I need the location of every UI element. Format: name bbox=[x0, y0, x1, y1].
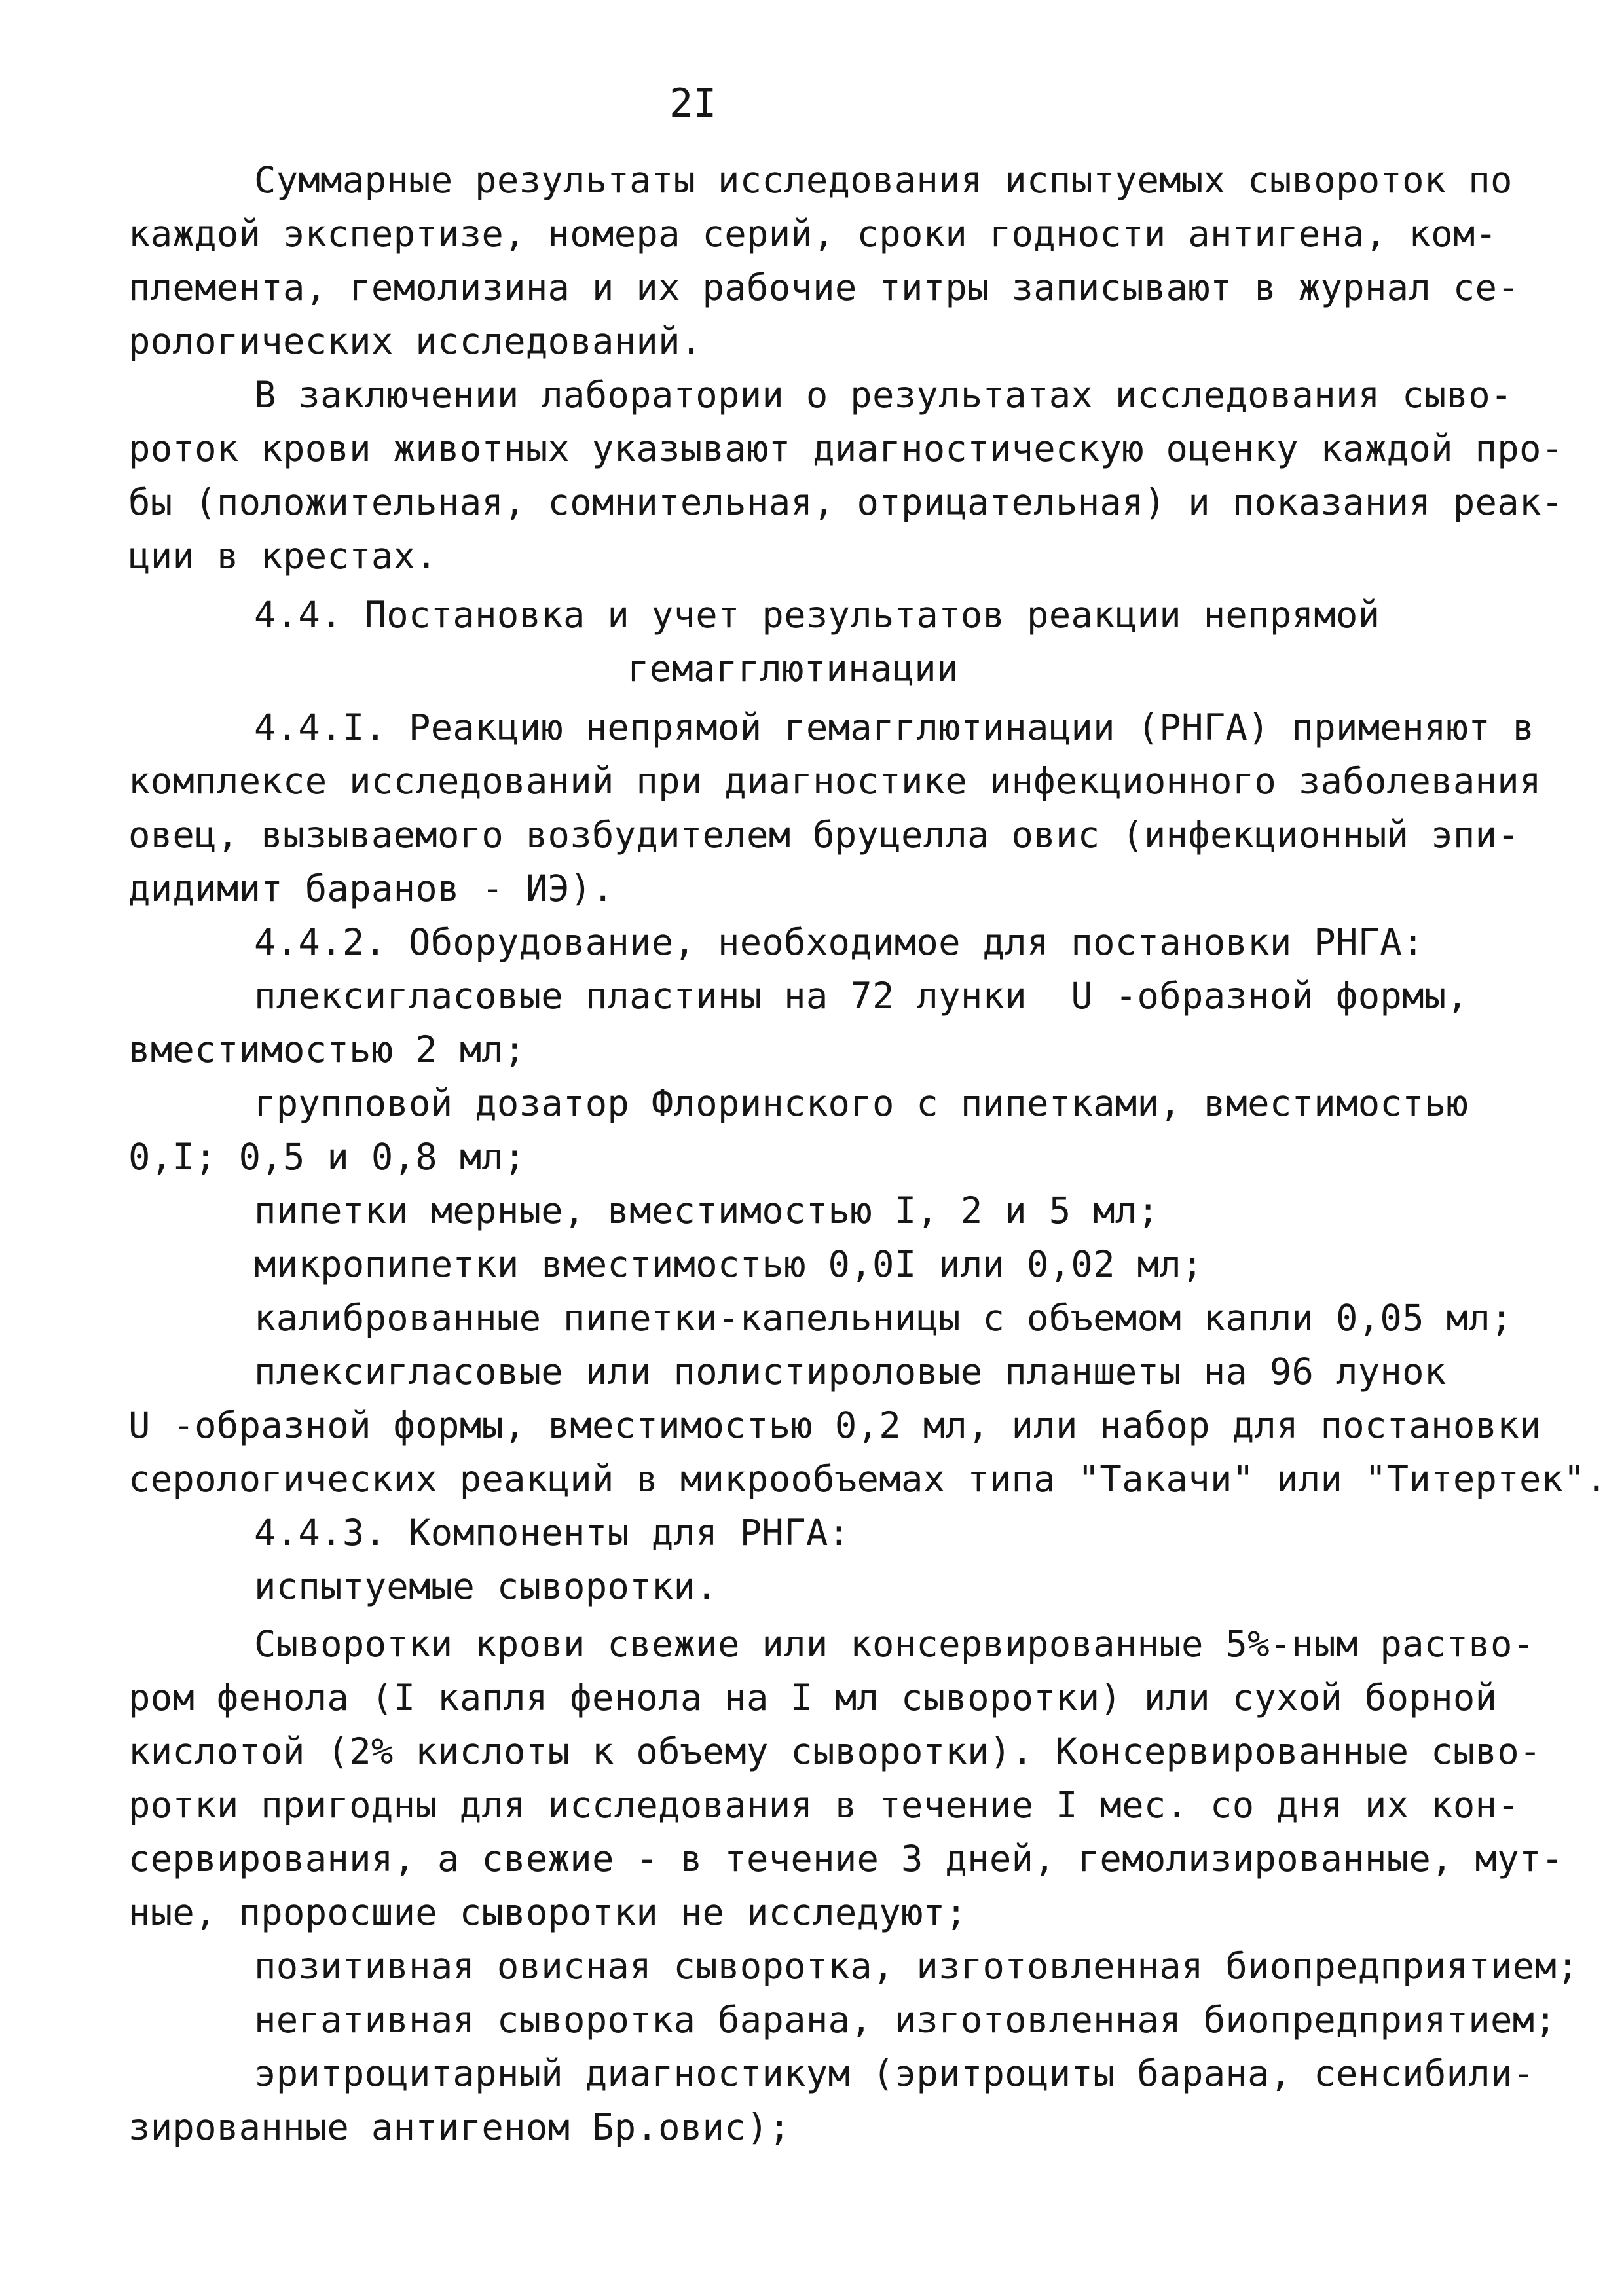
para-441-line-1: 4.4.I. Реакцию непрямой гемагглютинации (РНГА) применяют в bbox=[254, 706, 1535, 749]
para1-line-3: племента, гемолизина и их рабочие титры записывают в журнал се- bbox=[128, 266, 1519, 309]
para2-line-4: ции в крестах. bbox=[128, 535, 437, 577]
equipment-item-6-line-1: плексигласовые или полистироловые планшеты на 96 лунок bbox=[254, 1351, 1447, 1393]
section-heading-line-1: 4.4. Постановка и учет результатов реакции непрямой bbox=[254, 594, 1380, 636]
equipment-item-5: калиброванные пипетки-капельницы с объемом капли 0,05 мл; bbox=[254, 1297, 1513, 1339]
para1-line-1: Суммарные результаты исследования испытуемых сывороток по bbox=[254, 159, 1513, 202]
equipment-item-2-line-1: групповой дозатор Флоринского с пипетками, вместимостью bbox=[254, 1082, 1469, 1125]
para-442-heading: 4.4.2. Оборудование, необходимое для постановки РНГА: bbox=[254, 921, 1424, 964]
component-item-2: негативная сыворотка барана, изготовленная биопредприятием; bbox=[254, 1999, 1557, 2041]
component-item-3-line-2: зированные антигеном Бр.овис); bbox=[128, 2106, 791, 2149]
components-intro: испытуемые сыворотки. bbox=[254, 1565, 718, 1608]
equipment-item-6-line-2: U -образной формы, вместимостью 0,2 мл, или набор для постановки bbox=[128, 1404, 1541, 1447]
page-number: 2I bbox=[669, 81, 717, 126]
component-item-1: позитивная овисная сыворотка, изготовленная биопредприятием; bbox=[254, 1945, 1579, 1988]
para-443-heading: 4.4.3. Компоненты для РНГА: bbox=[254, 1512, 851, 1554]
para1-line-4: рологических исследований. bbox=[128, 320, 703, 363]
para2-line-1: В заключении лаборатории о результатах исследования сыво- bbox=[254, 374, 1513, 416]
para-441-line-4: дидимит баранов - ИЭ). bbox=[128, 867, 614, 910]
equipment-item-1-line-2: вместимостью 2 мл; bbox=[128, 1029, 526, 1071]
serum-para-line-1: Сыворотки крови свежие или консервированные 5%-ным раство- bbox=[254, 1623, 1535, 1666]
serum-para-line-2: ром фенола (I капля фенола на I мл сыворотки) или сухой борной bbox=[128, 1677, 1498, 1719]
equipment-item-1-line-1: плексигласовые пластины на 72 лунки U -образной формы, bbox=[254, 975, 1469, 1017]
para2-line-2: роток крови животных указывают диагностическую оценку каждой про- bbox=[128, 428, 1564, 470]
para-441-line-2: комплексе исследований при диагностике инфекционного заболевания bbox=[128, 760, 1541, 803]
equipment-item-6-line-3: серологических реакций в микрообъемах типа "Такачи" или "Титертек". bbox=[128, 1458, 1608, 1501]
serum-para-line-3: кислотой (2% кислоты к объему сыворотки). Консервированные сыво- bbox=[128, 1730, 1541, 1773]
para-441-line-3: овец, вызываемого возбудителем бруцелла овис (инфекционный эпи- bbox=[128, 814, 1519, 856]
equipment-item-4: микропипетки вместимостью 0,0I или 0,02 мл; bbox=[254, 1243, 1204, 1286]
section-heading-line-2: гемагглютинации bbox=[627, 647, 959, 690]
serum-para-line-6: ные, проросшие сыворотки не исследуют; bbox=[128, 1891, 968, 1934]
serum-para-line-4: ротки пригодны для исследования в течение I мес. со дня их кон- bbox=[128, 1784, 1519, 1827]
component-item-3-line-1: эритроцитарный диагностикум (эритроциты барана, сенсибили- bbox=[254, 2052, 1535, 2095]
equipment-item-2-line-2: 0,I; 0,5 и 0,8 мл; bbox=[128, 1136, 526, 1178]
para1-line-2: каждой экспертизе, номера серий, сроки годности антигена, ком- bbox=[128, 213, 1498, 255]
serum-para-line-5: сервирования, а свежие - в течение 3 дней, гемолизированные, мут- bbox=[128, 1838, 1564, 1880]
equipment-item-3: пипетки мерные, вместимостью I, 2 и 5 мл; bbox=[254, 1190, 1160, 1232]
para2-line-3: бы (положительная, сомнительная, отрицательная) и показания реак- bbox=[128, 481, 1564, 524]
